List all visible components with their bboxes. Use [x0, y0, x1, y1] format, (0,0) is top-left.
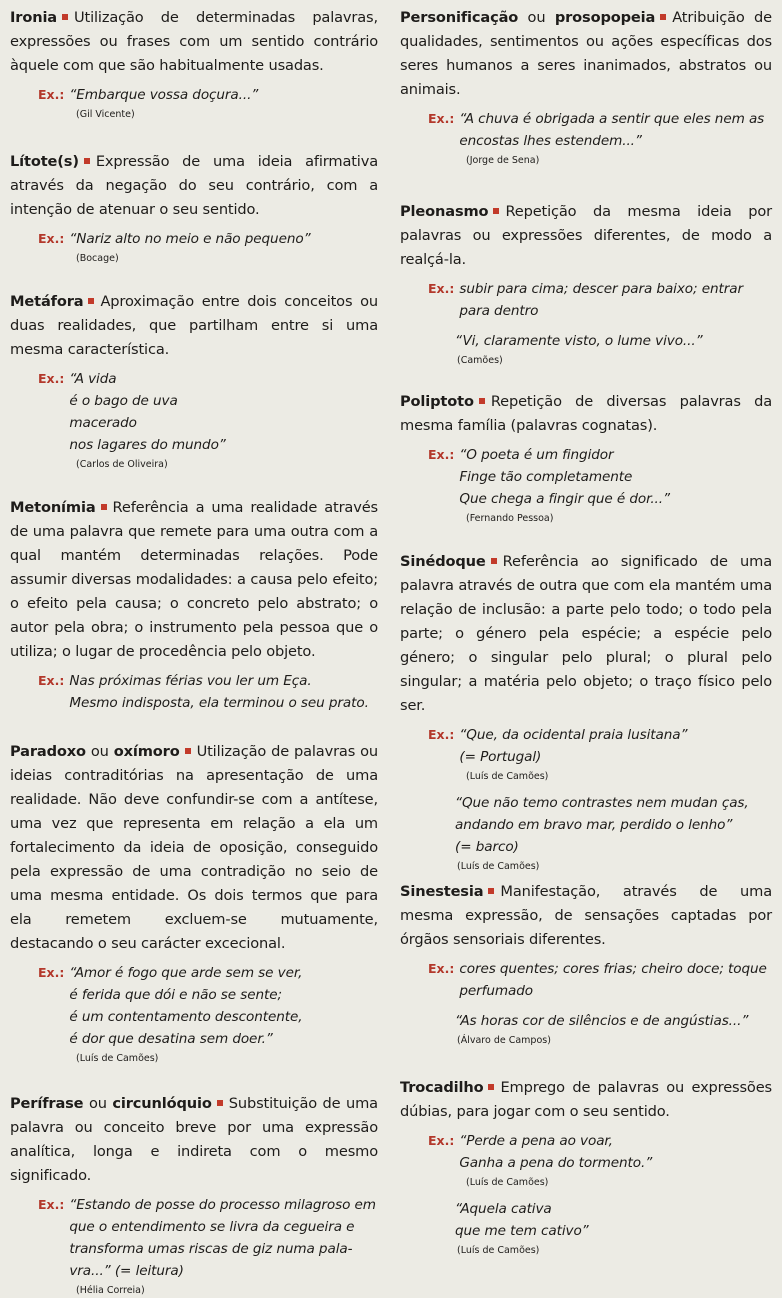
example-line: “As horas cor de silêncios e de angústias...” [455, 1013, 749, 1029]
example-lines [459, 1130, 652, 1174]
example-line: encostas lhes estendem...” [459, 133, 642, 149]
example-block [400, 1198, 772, 1258]
example-lines [459, 958, 766, 1002]
definition [10, 740, 378, 956]
entry-personificacao [400, 6, 772, 168]
definition [400, 550, 772, 718]
square-bullet-icon [185, 748, 191, 754]
example-block [10, 228, 378, 266]
example-line: para dentro [459, 303, 539, 319]
example-block [400, 330, 772, 368]
entry-perifrase [10, 1092, 378, 1298]
definition-text: Utilização de determinadas palavras, expressões ou frases com um sentido contrário àquele com que são habitualmente usadas. [10, 9, 378, 74]
example-line: nos lagares do mundo” [69, 437, 226, 453]
term-name: Pleonasmo [400, 203, 489, 220]
example-source: (Luís de Camões) [76, 1053, 159, 1064]
term-name: Sinédoque [400, 553, 486, 570]
definition-text: Manifestação, através de uma mesma expressão, de sensações captadas por órgãos sensoriais diferentes. [400, 883, 772, 948]
example-line: “Aquela cativa [455, 1201, 552, 1217]
example-lines [459, 278, 743, 322]
definition-text: Referência ao significado de uma palavra através de outra que com ela mantém uma relação de inclusão: a parte pelo todo; o todo pela parte; o género pela espécie; a espécie pelo género; o singular pelo plural; o plural pelo singular; a matéria pelo objeto; o traço físico pelo ser. [400, 553, 772, 714]
example-line: “Embarque vossa doçura...” [69, 87, 259, 103]
example-block [400, 792, 772, 874]
example-line: (= Portugal) [459, 749, 542, 765]
definition [400, 1076, 772, 1124]
definition-text: Aproximação entre dois conceitos ou duas realidades, que partilham entre si uma mesma característica. [10, 293, 378, 358]
definition [10, 6, 378, 78]
definition-text: Referência a uma realidade através de uma palavra que remete para uma outra com a qual mantém determinadas relações. Pode assumir diversas modalidades: a causa pelo efeito; o efeito pela causa; o concreto pelo abstrato; o autor pela obra; o instrumento pela pessoa que o utiliza; o lugar de procedência pelo objeto. [10, 499, 378, 660]
example-label: Ex.: [428, 281, 455, 296]
term-name: Metáfora [10, 293, 84, 310]
definition-text: Atribuição de qualidades, sentimentos ou ações específicas dos seres humanos a seres inanimados, abstratos ou animais. [400, 9, 772, 98]
term-name: Poliptoto [400, 393, 474, 410]
term-alternative-name: prosopopeia [554, 9, 656, 26]
term-name: Lítote(s) [10, 153, 79, 170]
example-lines [69, 670, 368, 714]
example-block [10, 962, 378, 1066]
example-line: é dor que desatina sem doer.” [69, 1031, 273, 1047]
term-name: Sinestesia [400, 883, 484, 900]
term-conjunction: ou [88, 1095, 107, 1112]
entry-sinestesia [400, 880, 772, 1048]
example-line: perfumado [459, 983, 533, 999]
entry-trocadilho [400, 1076, 772, 1258]
example-line: que me tem cativo” [455, 1223, 589, 1239]
definition-text: Expressão de uma ideia afirmativa através da negação do seu contrário, com a intenção de atenuar o seu sentido. [10, 153, 378, 218]
example-line: “Estando de posse do processo milagroso em [69, 1197, 376, 1213]
entry-poliptoto [400, 390, 772, 526]
example-source: (Luís de Camões) [466, 771, 549, 782]
example-line: (= barco) [455, 839, 519, 855]
term-name: Personificação [400, 9, 519, 26]
entry-metonimia [10, 496, 378, 714]
example-line: andando em bravo mar, perdido o lenho” [455, 817, 733, 833]
term-alternative-name: circunlóquio [112, 1095, 212, 1112]
square-bullet-icon [217, 1100, 223, 1106]
example-label: Ex.: [38, 965, 65, 980]
example-source: (Luís de Camões) [457, 1245, 540, 1256]
example-source: (Fernando Pessoa) [466, 513, 554, 524]
example-line: é o bago de uva [69, 393, 178, 409]
entry-ironia [10, 6, 378, 122]
example-label: Ex.: [428, 111, 455, 126]
definition [10, 1092, 378, 1188]
term-alternative-name: oxímoro [113, 743, 180, 760]
example-lines [455, 330, 703, 352]
example-line: subir para cima; descer para baixo; entrar [459, 281, 743, 297]
entry-litote [10, 150, 378, 266]
example-line: vra...” (= leitura) [69, 1263, 184, 1279]
term-name: Perífrase [10, 1095, 84, 1112]
definition [400, 200, 772, 272]
term-name: Paradoxo [10, 743, 86, 760]
example-block [10, 84, 378, 122]
example-label: Ex.: [428, 1133, 455, 1148]
square-bullet-icon [493, 208, 499, 214]
square-bullet-icon [84, 158, 90, 164]
example-source: (Hélia Correia) [76, 1285, 145, 1296]
entry-paradoxo [10, 740, 378, 1066]
example-source: (Luís de Camões) [457, 861, 540, 872]
example-line: Finge tão completamente [459, 469, 633, 485]
definition [400, 880, 772, 952]
example-block [400, 958, 772, 1002]
definition-text: Emprego de palavras ou expressões dúbias, para jogar com o seu sentido. [400, 1079, 772, 1120]
example-block [10, 1194, 378, 1298]
example-block [400, 1010, 772, 1048]
example-line: “A chuva é obrigada a sentir que eles nem as [459, 111, 765, 127]
example-lines [69, 962, 302, 1050]
definition-text: Repetição de diversas palavras da mesma família (palavras cognatas). [400, 393, 772, 434]
example-label: Ex.: [428, 961, 455, 976]
example-source: (Álvaro de Campos) [457, 1035, 551, 1046]
example-line: “Que, da ocidental praia lusitana” [459, 727, 688, 743]
example-line: “Amor é fogo que arde sem se ver, [69, 965, 303, 981]
entry-metafora [10, 290, 378, 472]
term-conjunction: ou [527, 9, 546, 26]
example-line: “Perde a pena ao voar, [459, 1133, 613, 1149]
example-lines [459, 444, 670, 510]
entry-sinedoque [400, 550, 772, 874]
example-source: (Jorge de Sena) [466, 155, 540, 166]
example-lines [69, 368, 225, 456]
entry-pleonasmo [400, 200, 772, 368]
example-block [10, 670, 378, 714]
square-bullet-icon [488, 1084, 494, 1090]
square-bullet-icon [660, 14, 666, 20]
example-block [400, 1130, 772, 1190]
square-bullet-icon [101, 504, 107, 510]
example-label: Ex.: [38, 1197, 65, 1212]
example-line: Nas próximas férias vou ler um Eça. [69, 673, 312, 689]
example-line: “Vi, claramente visto, o lume vivo...” [455, 333, 703, 349]
example-line: transforma umas riscas de giz numa pala- [69, 1241, 353, 1257]
example-lines [459, 724, 687, 768]
example-label: Ex.: [38, 673, 65, 688]
example-line: que o entendimento se livra da cegueira e [69, 1219, 355, 1235]
example-line: cores quentes; cores frias; cheiro doce; toque [459, 961, 767, 977]
example-line: “O poeta é um fingidor [459, 447, 614, 463]
square-bullet-icon [88, 298, 94, 304]
definition [400, 6, 772, 102]
example-line: Mesmo indisposta, ela terminou o seu prato. [69, 695, 369, 711]
term-conjunction: ou [90, 743, 109, 760]
example-label: Ex.: [38, 231, 65, 246]
square-bullet-icon [491, 558, 497, 564]
example-block [400, 444, 772, 526]
example-line: Ganha a pena do tormento.” [459, 1155, 653, 1171]
example-line: Que chega a fingir que é dor...” [459, 491, 670, 507]
example-line: “Que não temo contrastes nem mudan ças, [455, 795, 749, 811]
square-bullet-icon [479, 398, 485, 404]
example-block [400, 724, 772, 784]
example-label: Ex.: [38, 87, 65, 102]
definition [400, 390, 772, 438]
example-line: “A vida [69, 371, 117, 387]
example-lines [455, 792, 749, 858]
example-lines [455, 1198, 589, 1242]
definition-text: Substituição de uma palavra ou conceito breve por uma expressão analítica, longa e indireta com o mesmo significado. [10, 1095, 378, 1184]
example-line: macerado [69, 415, 137, 431]
term-name: Trocadilho [400, 1079, 484, 1096]
definition-text: Repetição da mesma ideia por palavras ou expressões diferentes, de modo a realçá-la. [400, 203, 772, 268]
example-lines [69, 84, 258, 106]
example-label: Ex.: [428, 447, 455, 462]
example-line: é um contentamento descontente, [69, 1009, 303, 1025]
definition [10, 496, 378, 664]
example-line: é ferida que dói e não se sente; [69, 987, 282, 1003]
term-name: Metonímia [10, 499, 96, 516]
example-block [400, 278, 772, 322]
square-bullet-icon [488, 888, 494, 894]
example-lines [459, 108, 764, 152]
example-source: (Gil Vicente) [76, 109, 135, 120]
definition [10, 150, 378, 222]
example-source: (Luís de Camões) [466, 1177, 549, 1188]
example-label: Ex.: [428, 727, 455, 742]
square-bullet-icon [62, 14, 68, 20]
example-source: (Camões) [457, 355, 503, 366]
example-lines [455, 1010, 748, 1032]
definition-text: Utilização de palavras ou ideias contraditórias na apresentação de uma realidade. Não deve confundir-se com a antítese, uma vez que representa em relação a ela um fortalecimento da ideia de oposição, conseguido pela expressão de uma contradição no seio de uma mesma entidade. Os dois termos que para ela remetem excluem-se mutuamente, destacando o seu carácter excecional. [10, 743, 378, 952]
example-source: (Bocage) [76, 253, 119, 264]
example-block [400, 108, 772, 168]
term-name: Ironia [10, 9, 57, 26]
example-label: Ex.: [38, 371, 65, 386]
example-block [10, 368, 378, 472]
example-lines [69, 1194, 376, 1282]
example-lines [69, 228, 310, 250]
example-source: (Carlos de Oliveira) [76, 459, 168, 470]
example-line: “Nariz alto no meio e não pequeno” [69, 231, 311, 247]
definition [10, 290, 378, 362]
